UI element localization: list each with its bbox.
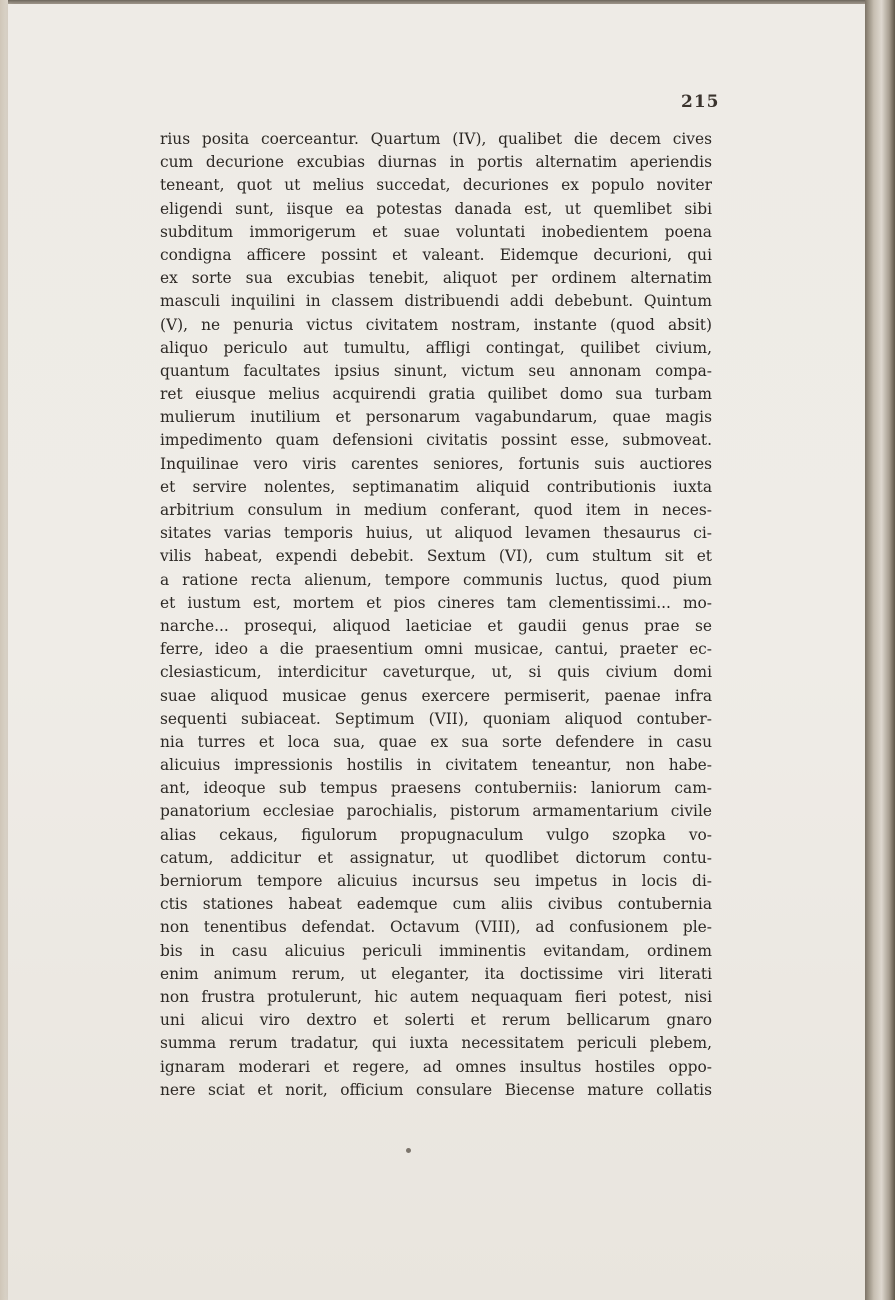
text-line: ctis stationes habeat eademque cum aliis civibus contubernia xyxy=(160,895,712,914)
text-line: subditum immorigerum et suae voluntati inobedientem poena xyxy=(160,222,712,241)
text-line: catum, addicitur et assignatur, ut quodlibet dictorum contu- xyxy=(160,848,712,867)
text-line: rius posita coerceantur. Quartum (IV), qualibet die decem cives xyxy=(160,130,712,148)
text-line: mulierum inutilium et personarum vagabundarum, quae magis xyxy=(160,408,712,427)
text-line: summa rerum tradatur, qui iuxta necessitatem periculi plebem, xyxy=(160,1034,712,1053)
page-edge xyxy=(865,0,895,1300)
text-line: ferre, ideo a die praesentium omni musicae, cantui, praeter ec- xyxy=(160,640,712,659)
text-line: arbitrium consulum in medium conferant, quod item in neces- xyxy=(160,501,712,519)
text-line: quantum facultates ipsius sinunt, victum seu annonam compa- xyxy=(160,361,712,380)
text-line: eligendi sunt, iisque ea potestas danada est, ut quemlibet sibi xyxy=(160,199,712,218)
text-line: teneant, quot ut melius succedat, decuriones ex populo noviter xyxy=(160,176,712,195)
text-line: ignaram moderari et regere, ad omnes insultus hostiles oppo- xyxy=(160,1057,712,1076)
text-line: narche... prosequi, aliquod laeticiae et gaudii genus prae se xyxy=(160,616,712,635)
text-line: alias cekaus, figulorum propugnaculum vulgo szopka vo- xyxy=(160,825,712,844)
text-line: bis in casu alicuius periculi imminentis evitandam, ordinem xyxy=(160,941,712,960)
text-line: uni alicui viro dextro et solerti et rerum bellicarum gnaro xyxy=(160,1011,712,1030)
text-line: vilis habeat, expendi debebit. Sextum (VI), cum stultum sit et xyxy=(160,547,712,566)
text-line: enim animum rerum, ut eleganter, ita doctissime viri literati xyxy=(160,964,712,983)
text-line: ret eiusque melius acquirendi gratia quilibet domo sua turbam xyxy=(160,385,712,404)
text-line: et iustum est, mortem et pios cineres tam clementissimi... mo- xyxy=(160,593,712,612)
text-line: sequenti subiaceat. Septimum (VII), quoniam aliquod contuber- xyxy=(160,709,712,728)
body-text xyxy=(160,128,712,1102)
text-line: a ratione recta alienum, tempore communis luctus, quod pium xyxy=(160,570,712,589)
text-line: ex sorte sua excubias tenebit, aliquot per ordinem alternatim xyxy=(160,269,712,288)
text-line: clesiasticum, interdicitur caveturque, ut, si quis civium domi xyxy=(160,663,712,682)
text-line: alicuius impressionis hostilis in civitatem teneantur, non habe- xyxy=(160,756,712,775)
text-line: et servire nolentes, septimanatim aliquid contributionis iuxta xyxy=(160,477,712,496)
text-line: aliquo periculo aut tumultu, affligi contingat, quilibet civium, xyxy=(160,338,712,357)
text-line: Inquilinae vero viris carentes seniores, fortunis suis auctiores xyxy=(160,454,712,473)
text-line: cum decurione excubias diurnas in portis alternatim aperiendis xyxy=(160,153,712,172)
text-line: sitates varias temporis huius, ut aliquod levamen thesaurus ci- xyxy=(160,524,712,543)
text-line: non frustra protulerunt, hic autem nequaquam fieri potest, nisi xyxy=(160,987,712,1006)
text-line: impedimento quam defensioni civitatis possint esse, submoveat. xyxy=(160,431,712,450)
text-line: berniorum tempore alicuius incursus seu impetus in locis di- xyxy=(160,872,712,890)
page-number: 215 xyxy=(681,92,720,112)
printer-mark xyxy=(406,1148,411,1153)
text-line: non tenentibus defendat. Octavum (VIII), ad confusionem ple- xyxy=(160,918,712,937)
text-line: condigna afficere possint et valeant. Eidemque decurioni, qui xyxy=(160,245,712,264)
text-line: (V), ne penuria victus civitatem nostram, instante (quod absit) xyxy=(160,315,712,334)
text-line: panatorium ecclesiae parochialis, pistorum armamentarium civile xyxy=(160,802,712,821)
text-line: masculi inquilini in classem distribuendi addi debebunt. Quintum xyxy=(160,292,712,311)
text-line: nere sciat et norit, officium consulare Biecense mature collatis xyxy=(160,1080,712,1099)
text-line: nia turres et loca sua, quae ex sua sorte defendere in casu xyxy=(160,732,712,751)
text-line: ant, ideoque sub tempus praesens contuberniis: laniorum cam- xyxy=(160,779,712,798)
text-line: suae aliquod musicae genus exercere permiserit, paenae infra xyxy=(160,686,712,705)
